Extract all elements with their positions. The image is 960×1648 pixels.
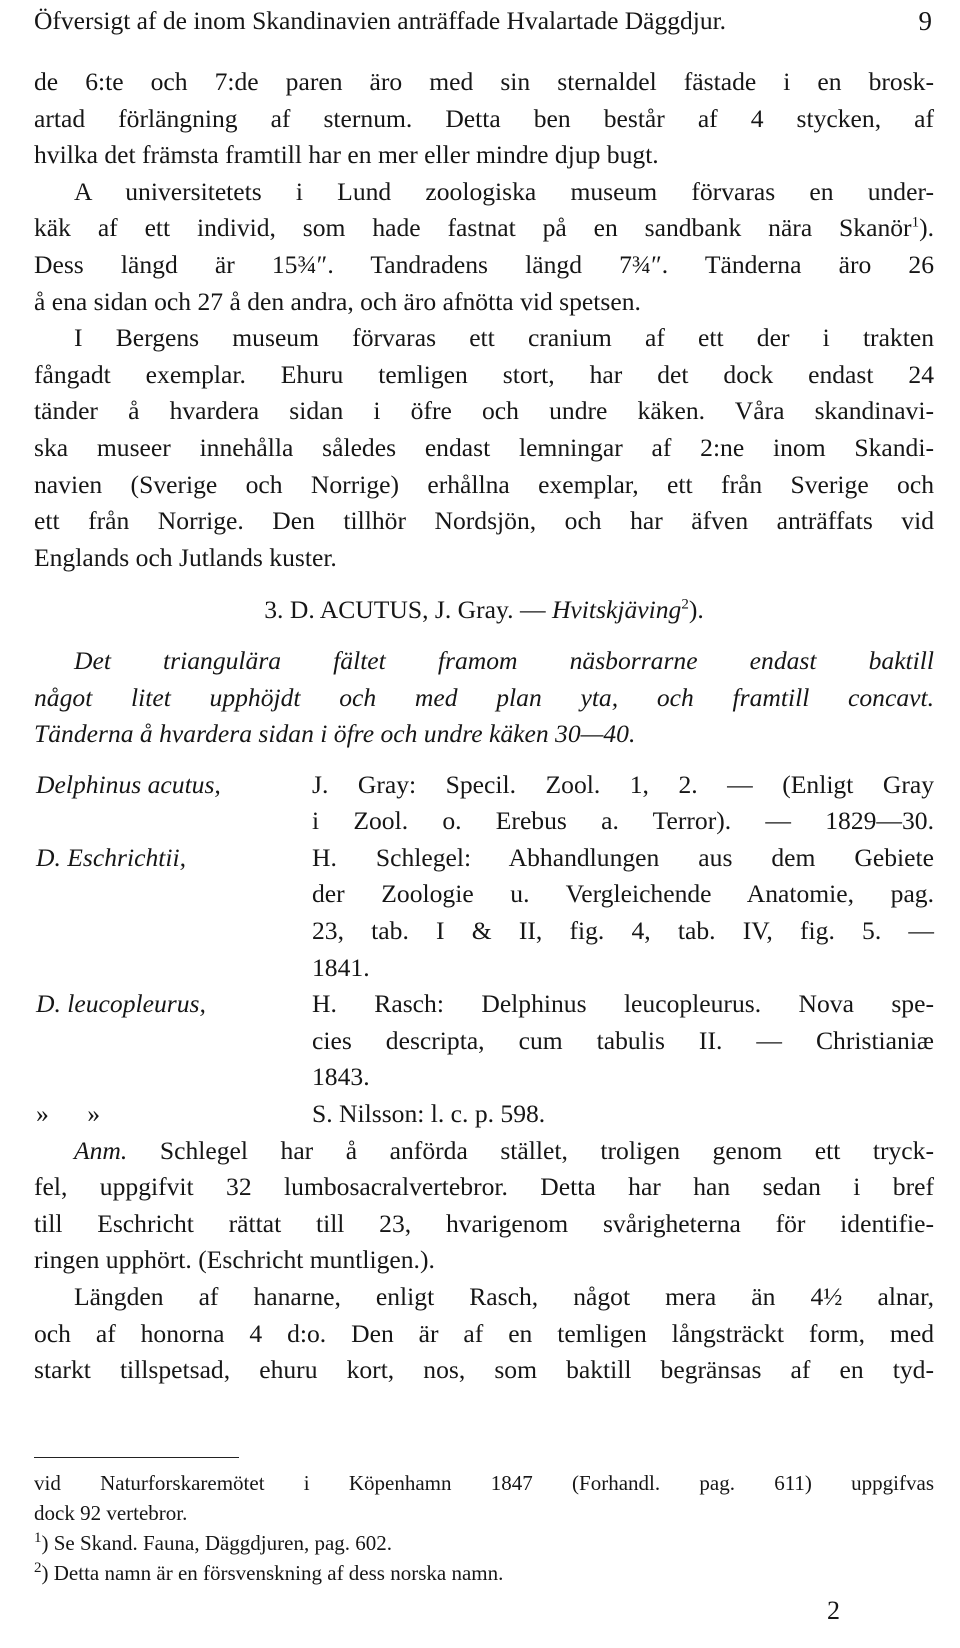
citation-line: cies descripta, cum tabulis II. — Christianiæ <box>312 1025 934 1055</box>
footnote-continued-line: vid Naturforskaremötet i Köpenhamn 1847 (Forhandl. pag. 611) uppgifvas <box>34 1471 934 1495</box>
text-line: å ena sidan och 27 å den andra, och äro afnötta vid spetsen. <box>34 286 641 316</box>
footnote-rule <box>34 1457 239 1458</box>
species-number-name: 3. D. ACUTUS, J. Gray. — <box>264 595 546 625</box>
footnote-continued-line: dock 92 vertebror. <box>34 1501 188 1525</box>
page-number: 9 <box>918 6 932 36</box>
citation-line: H. Rasch: Delphinus leucopleurus. Nova spe- <box>312 989 934 1019</box>
reference-entry <box>34 1096 934 1133</box>
footnotes <box>34 1468 934 1588</box>
paragraph-lund-museum <box>34 174 934 320</box>
text-line: ett från Norrige. Den tillhör Nordsjön, och har äfven anträffats vid <box>34 506 934 536</box>
footnote-ref-tail: ). <box>919 213 934 243</box>
text-line: Dess längd är 15¾″. Tandradens längd 7¾″. Tänderna äro 26 <box>34 249 934 279</box>
reference-taxon: Delphinus acutus, <box>36 769 221 799</box>
text-line: I Bergens museum förvaras ett cranium af ett der i trakten <box>74 323 934 353</box>
paragraph-length <box>34 1279 934 1389</box>
footnote-ref-tail: ). <box>688 595 704 625</box>
text-line: de 6:te och 7:de paren äro med sin sternaldel fästade i en brosk- <box>34 67 934 96</box>
annotation-text: Schlegel har å anförda stället, troligen genom ett tryck- <box>159 1135 934 1165</box>
diagnosis-line: Tänderna å hvardera sidan i öfre och undre käken 30—40. <box>34 719 636 749</box>
reference-entry <box>34 767 934 840</box>
reference-citation <box>312 1096 934 1133</box>
footnote-mark: 1 <box>34 1530 42 1546</box>
text-line: artad förlängning af sternum. Detta ben består af 4 stycken, af <box>34 103 934 133</box>
footnote-mark: 2 <box>34 1560 42 1576</box>
annotation-line: fel, uppgifvit 32 lumbosacralvertebror. Detta har han sedan i bref <box>34 1172 934 1202</box>
citation-line: J. Gray: Specil. Zool. 1, 2. — (Enligt Gray <box>312 769 934 799</box>
reference-taxon: D. leucopleurus, <box>36 989 206 1019</box>
citation-line: der Zoologie u. Vergleichende Anatomie, pag. <box>312 879 934 909</box>
diagnosis-line: något litet upphöjdt och med plan yta, och framtill concavt. <box>34 682 934 712</box>
annotation-label: Anm. <box>74 1135 128 1165</box>
text-line: tänder å hvardera sidan i öfre och undre käken. Våra skandinavi- <box>34 396 934 426</box>
species-common-name: Hvitskjäving <box>551 595 682 625</box>
diagnosis-line: Det triangulära fältet framom näsborrarne endast baktill <box>74 645 934 675</box>
footnote-text: ) Se Skand. Fauna, Däggdjuren, pag. 602. <box>41 1531 393 1555</box>
citation-line: 1841. <box>312 952 370 982</box>
annotation <box>34 1133 934 1279</box>
text-line: och af honorna 4 d:o. Den är af en temligen långsträckt form, med <box>34 1318 934 1348</box>
annotation-line <box>34 1133 934 1170</box>
reference-citation <box>312 767 934 840</box>
running-header <box>34 6 934 46</box>
species-heading <box>34 592 934 629</box>
text-line: Längden af hanarne, enligt Rasch, något mera än 4½ alnar, <box>74 1282 934 1311</box>
reference-citation <box>312 840 934 986</box>
footnote-text: ) Detta namn är en försvenskning af dess norska namn. <box>41 1561 504 1585</box>
text-line: hvilka det främsta framtill har en mer eller mindre djup bugt. <box>34 140 659 170</box>
text-line <box>34 210 934 247</box>
paragraph-sternum <box>34 64 934 174</box>
running-title: Öfversigt af de inom Skandinavien anträffade Hvalartade Däggdjur. <box>34 6 727 35</box>
citation-line: S. Nilsson: l. c. p. 598. <box>312 1099 546 1129</box>
text-line: A universitetets i Lund zoologiska museum förvaras en under- <box>74 176 934 206</box>
text-line: fångadt exemplar. Ehuru temligen stort, har det dock endast 24 <box>34 359 934 389</box>
text-line: Englands och Jutlands kuster. <box>34 542 337 572</box>
footnote-ref: 2 <box>681 596 689 613</box>
reference-ditto: » » <box>36 1099 100 1129</box>
text-line: ska museer innehålla således endast lemningar af 2:ne inom Skandi- <box>34 432 934 462</box>
reference-entry <box>34 986 934 1096</box>
footnote-1 <box>34 1528 934 1558</box>
diagnosis <box>34 643 934 753</box>
footnote-ref: 1 <box>911 214 920 231</box>
text-line-body: käk af ett individ, som hade fastnat på en sandbank nära Skanör <box>34 213 912 243</box>
text-line: starkt tillspetsad, ehuru kort, nos, som baktill begränsas af en tyd- <box>34 1355 934 1385</box>
reference-citation <box>312 986 934 1096</box>
signature-mark: 2 <box>827 1596 840 1625</box>
citation-line: i Zool. o. Erebus a. Terror). — 1829—30. <box>312 806 934 836</box>
main-text <box>34 64 934 1389</box>
text-line: navien (Sverige och Norrige) erhållna exemplar, ett från Sverige och <box>34 469 934 499</box>
annotation-line: till Eschricht rättat till 23, hvarigenom svårigheterna för identifie- <box>34 1208 934 1238</box>
citation-line: 1843. <box>312 1062 370 1092</box>
citation-line: 23, tab. I & II, fig. 4, tab. IV, fig. 5. — <box>312 916 934 946</box>
reference-taxon: D. Eschrichtii, <box>36 842 186 872</box>
synonymy-list <box>34 767 934 1133</box>
reference-entry <box>34 840 934 986</box>
paragraph-bergen-museum <box>34 320 934 576</box>
citation-line: H. Schlegel: Abhandlungen aus dem Gebiete <box>312 842 934 872</box>
footnote-2 <box>34 1558 934 1588</box>
annotation-line: ringen upphört. (Eschricht muntligen.). <box>34 1245 435 1275</box>
